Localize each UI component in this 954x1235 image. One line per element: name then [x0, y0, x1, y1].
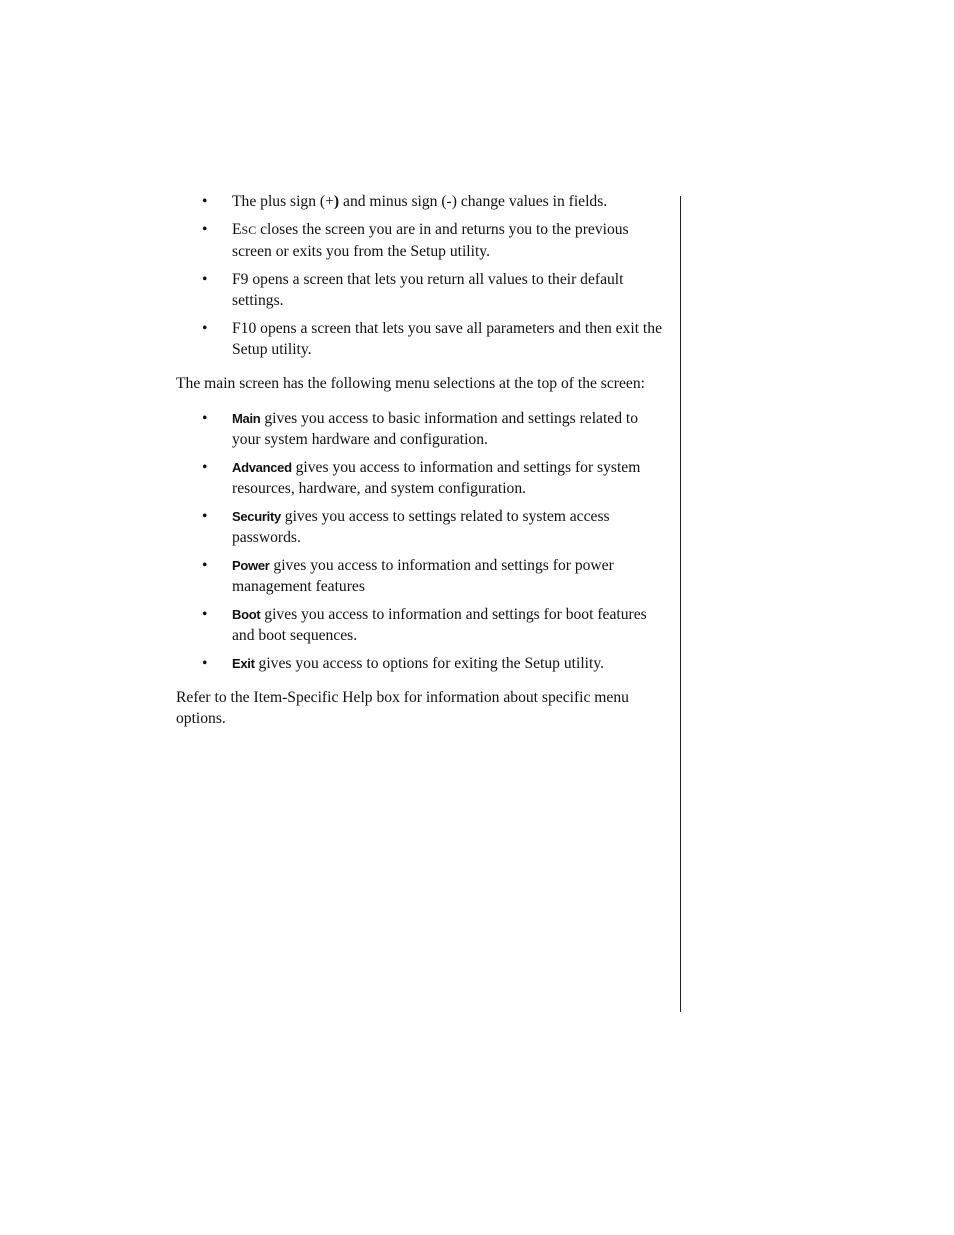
- bullet-icon: •: [202, 655, 208, 672]
- plus-minus-text-1: The plus sign (+: [232, 193, 334, 210]
- bullet-icon: •: [202, 221, 208, 238]
- bullet-icon: •: [202, 410, 208, 427]
- menu-name-advanced: Advanced: [232, 460, 292, 475]
- bullet-icon: •: [202, 271, 208, 288]
- esc-description: closes the screen you are in and returns you to the previous screen or exits you from the Setup utility.: [232, 221, 629, 260]
- menu-name-exit: Exit: [232, 656, 255, 671]
- bullet-icon: •: [202, 459, 208, 476]
- intro-paragraph: The main screen has the following menu selections at the top of the screen:: [176, 375, 645, 392]
- menu-desc-exit: gives you access to options for exiting the Setup utility.: [254, 655, 605, 672]
- plus-minus-paren: ): [333, 193, 340, 210]
- list-item-f10: [176, 318, 664, 360]
- bullet-icon: •: [202, 508, 208, 525]
- menu-desc-power: gives you access to information and settings for power management features: [232, 557, 614, 595]
- menu-desc-advanced: gives you access to information and settings for system resources, hardware, and system configuration.: [232, 459, 641, 497]
- key-list: [176, 191, 664, 360]
- menu-name-security: Security: [232, 509, 281, 524]
- list-item-f9: [176, 269, 664, 311]
- menu-desc-main: gives you access to basic information and settings related to your system hardware and configuration.: [232, 410, 639, 448]
- menu-name-main: Main: [232, 411, 261, 426]
- plus-minus-text-2: and minus sign (-) change values in fields.: [339, 193, 608, 210]
- menu-name-power: Power: [232, 558, 270, 573]
- menu-desc-boot: gives you access to information and settings for boot features and boot sequences.: [232, 606, 647, 644]
- f9-description: F9 opens a screen that lets you return all values to their default settings.: [232, 271, 624, 309]
- margin-rule: [680, 196, 681, 1012]
- menu-desc-security: gives you access to settings related to system access passwords.: [232, 508, 610, 546]
- bullet-icon: •: [202, 606, 208, 623]
- list-item-exit: [176, 653, 664, 674]
- menu-list: [176, 408, 664, 674]
- bullet-icon: •: [202, 557, 208, 574]
- closing-paragraph: Refer to the Item-Specific Help box for information about specific menu options.: [176, 689, 629, 727]
- esc-key-initial: E: [232, 221, 242, 238]
- bullet-icon: •: [202, 320, 208, 337]
- list-item-boot: [176, 604, 664, 646]
- bullet-icon: •: [202, 193, 208, 210]
- list-item-security: [176, 506, 664, 548]
- list-item-esc: [176, 219, 664, 262]
- list-item-advanced: [176, 457, 664, 499]
- page-content: [176, 191, 664, 743]
- list-item-power: [176, 555, 664, 597]
- f10-description: F10 opens a screen that lets you save all parameters and then exit the Setup utility.: [232, 320, 662, 358]
- esc-key-rest: SC: [241, 223, 257, 237]
- menu-name-boot: Boot: [232, 607, 261, 622]
- list-item-plus-minus: [176, 191, 664, 212]
- list-item-main: [176, 408, 664, 450]
